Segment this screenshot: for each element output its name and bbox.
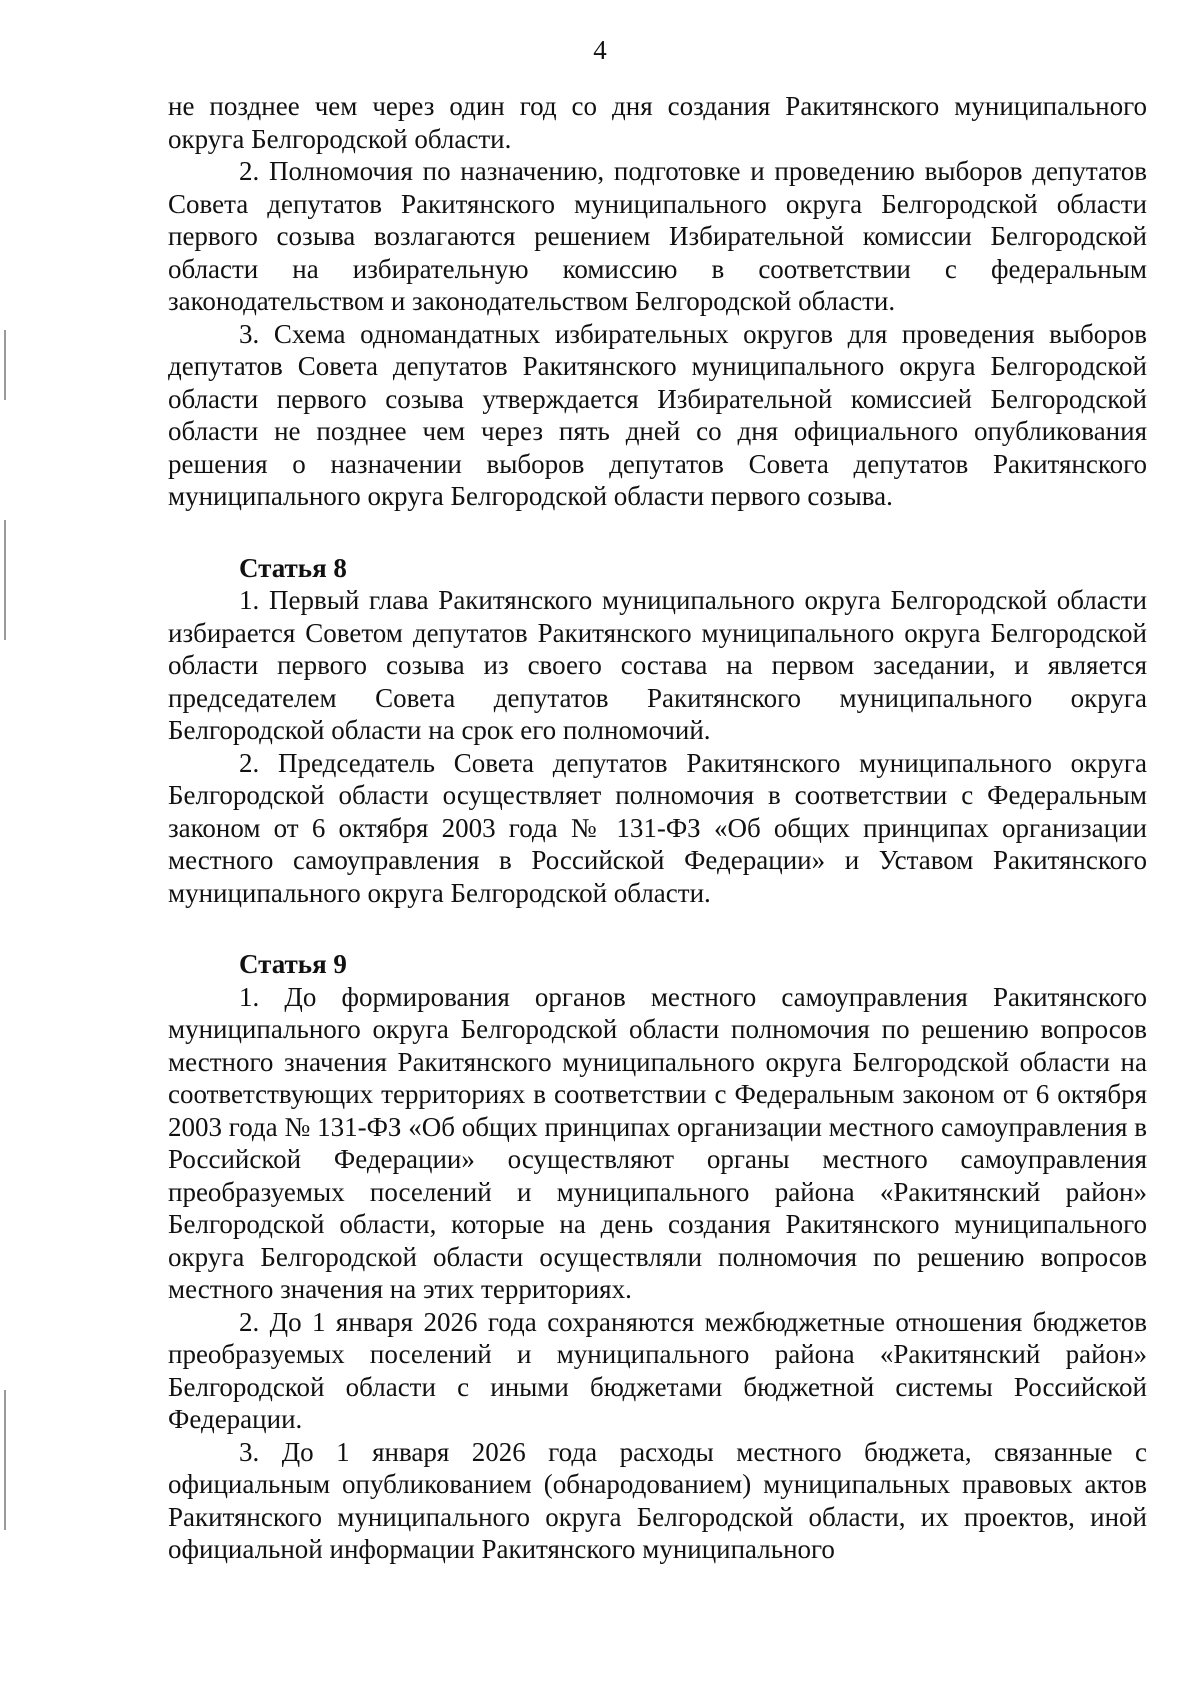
page-number: 4 bbox=[593, 35, 607, 65]
paragraph: 2. Председатель Совета депутатов Ракитянского муниципального округа Белгородской области осуществляет полномочия в соответствии с Федеральным законом от 6 октября 2003 года № 131-ФЗ «Об общих принципах организации местного самоуправления в Российской Федерации» и Уставом Ракитянского муниципального округа Белгородской области. bbox=[168, 747, 1147, 908]
document-body bbox=[168, 90, 1147, 1566]
scan-edge-mark bbox=[4, 330, 6, 400]
article-heading: Статья 8 bbox=[239, 552, 347, 583]
paragraph: 2. Полномочия по назначению, подготовке и проведению выборов депутатов Совета депутатов Ракитянского муниципального округа Белгородской области первого созыва возлагаются решением Избирательной комиссии Белгородской области на избирательную комиссию в соответствии с федеральным законодательством и законодательством Белгородской области. bbox=[168, 156, 1147, 316]
paragraph: 3. Схема одномандатных избирательных округов для проведения выборов депутатов Совета депутатов Ракитянского муниципального округа Белгородской области первого созыва утверждается Избирательной комиссией Белгородской области не позднее чем через пять дней со дня официального опубликования решения о назначении выборов депутатов Совета депутатов Ракитянского муниципального округа Белгородской области первого созыва. bbox=[168, 318, 1147, 511]
paragraph: не позднее чем через один год со дня создания Ракитянского муниципального округа Белгородской области. bbox=[168, 91, 1147, 154]
paragraph: 1. Первый глава Ракитянского муниципального округа Белгородской области избирается Советом депутатов Ракитянского муниципального округа Белгородской области первого созыва из своего состава на первом заседании, и является председателем Совета депутатов Ракитянского муниципального округа Белгородской области на срок его полномочий. bbox=[168, 585, 1147, 745]
scan-edge-mark bbox=[4, 1390, 6, 1530]
article-heading: Статья 9 bbox=[239, 949, 347, 979]
paragraph: 2. До 1 января 2026 года сохраняются межбюджетные отношения бюджетов преобразуемых поселений и муниципального района «Ракитянский район» Белгородской области с иными бюджетами бюджетной системы Российской Федерации. bbox=[168, 1306, 1147, 1434]
paragraph: 3. До 1 января 2026 года расходы местного бюджета, связанные с официальным опубликованием (обнародованием) муниципальных правовых актов Ракитянского муниципального округа Белгородской области, их проектов, иной официальной информации Ракитянского муниципального bbox=[168, 1436, 1147, 1564]
scan-edge-mark bbox=[4, 520, 6, 640]
paragraph: 1. До формирования органов местного самоуправления Ракитянского муниципального округа Белгородской области полномочия по решению вопросов местного значения Ракитянского муниципального округа Белгородской области на соответствующих территориях в соответствии с Федеральным законом от 6 октября 2003 года № 131-ФЗ «Об общих принципах организации местного самоуправления в Российской Федерации» осуществляют органы местного самоуправления преобразуемых поселений и муниципального района «Ракитянский район» Белгородской области, которые на день создания Ракитянского муниципального округа Белгородской области осуществляли полномочия по решению вопросов местного значения на этих территориях. bbox=[168, 981, 1147, 1304]
